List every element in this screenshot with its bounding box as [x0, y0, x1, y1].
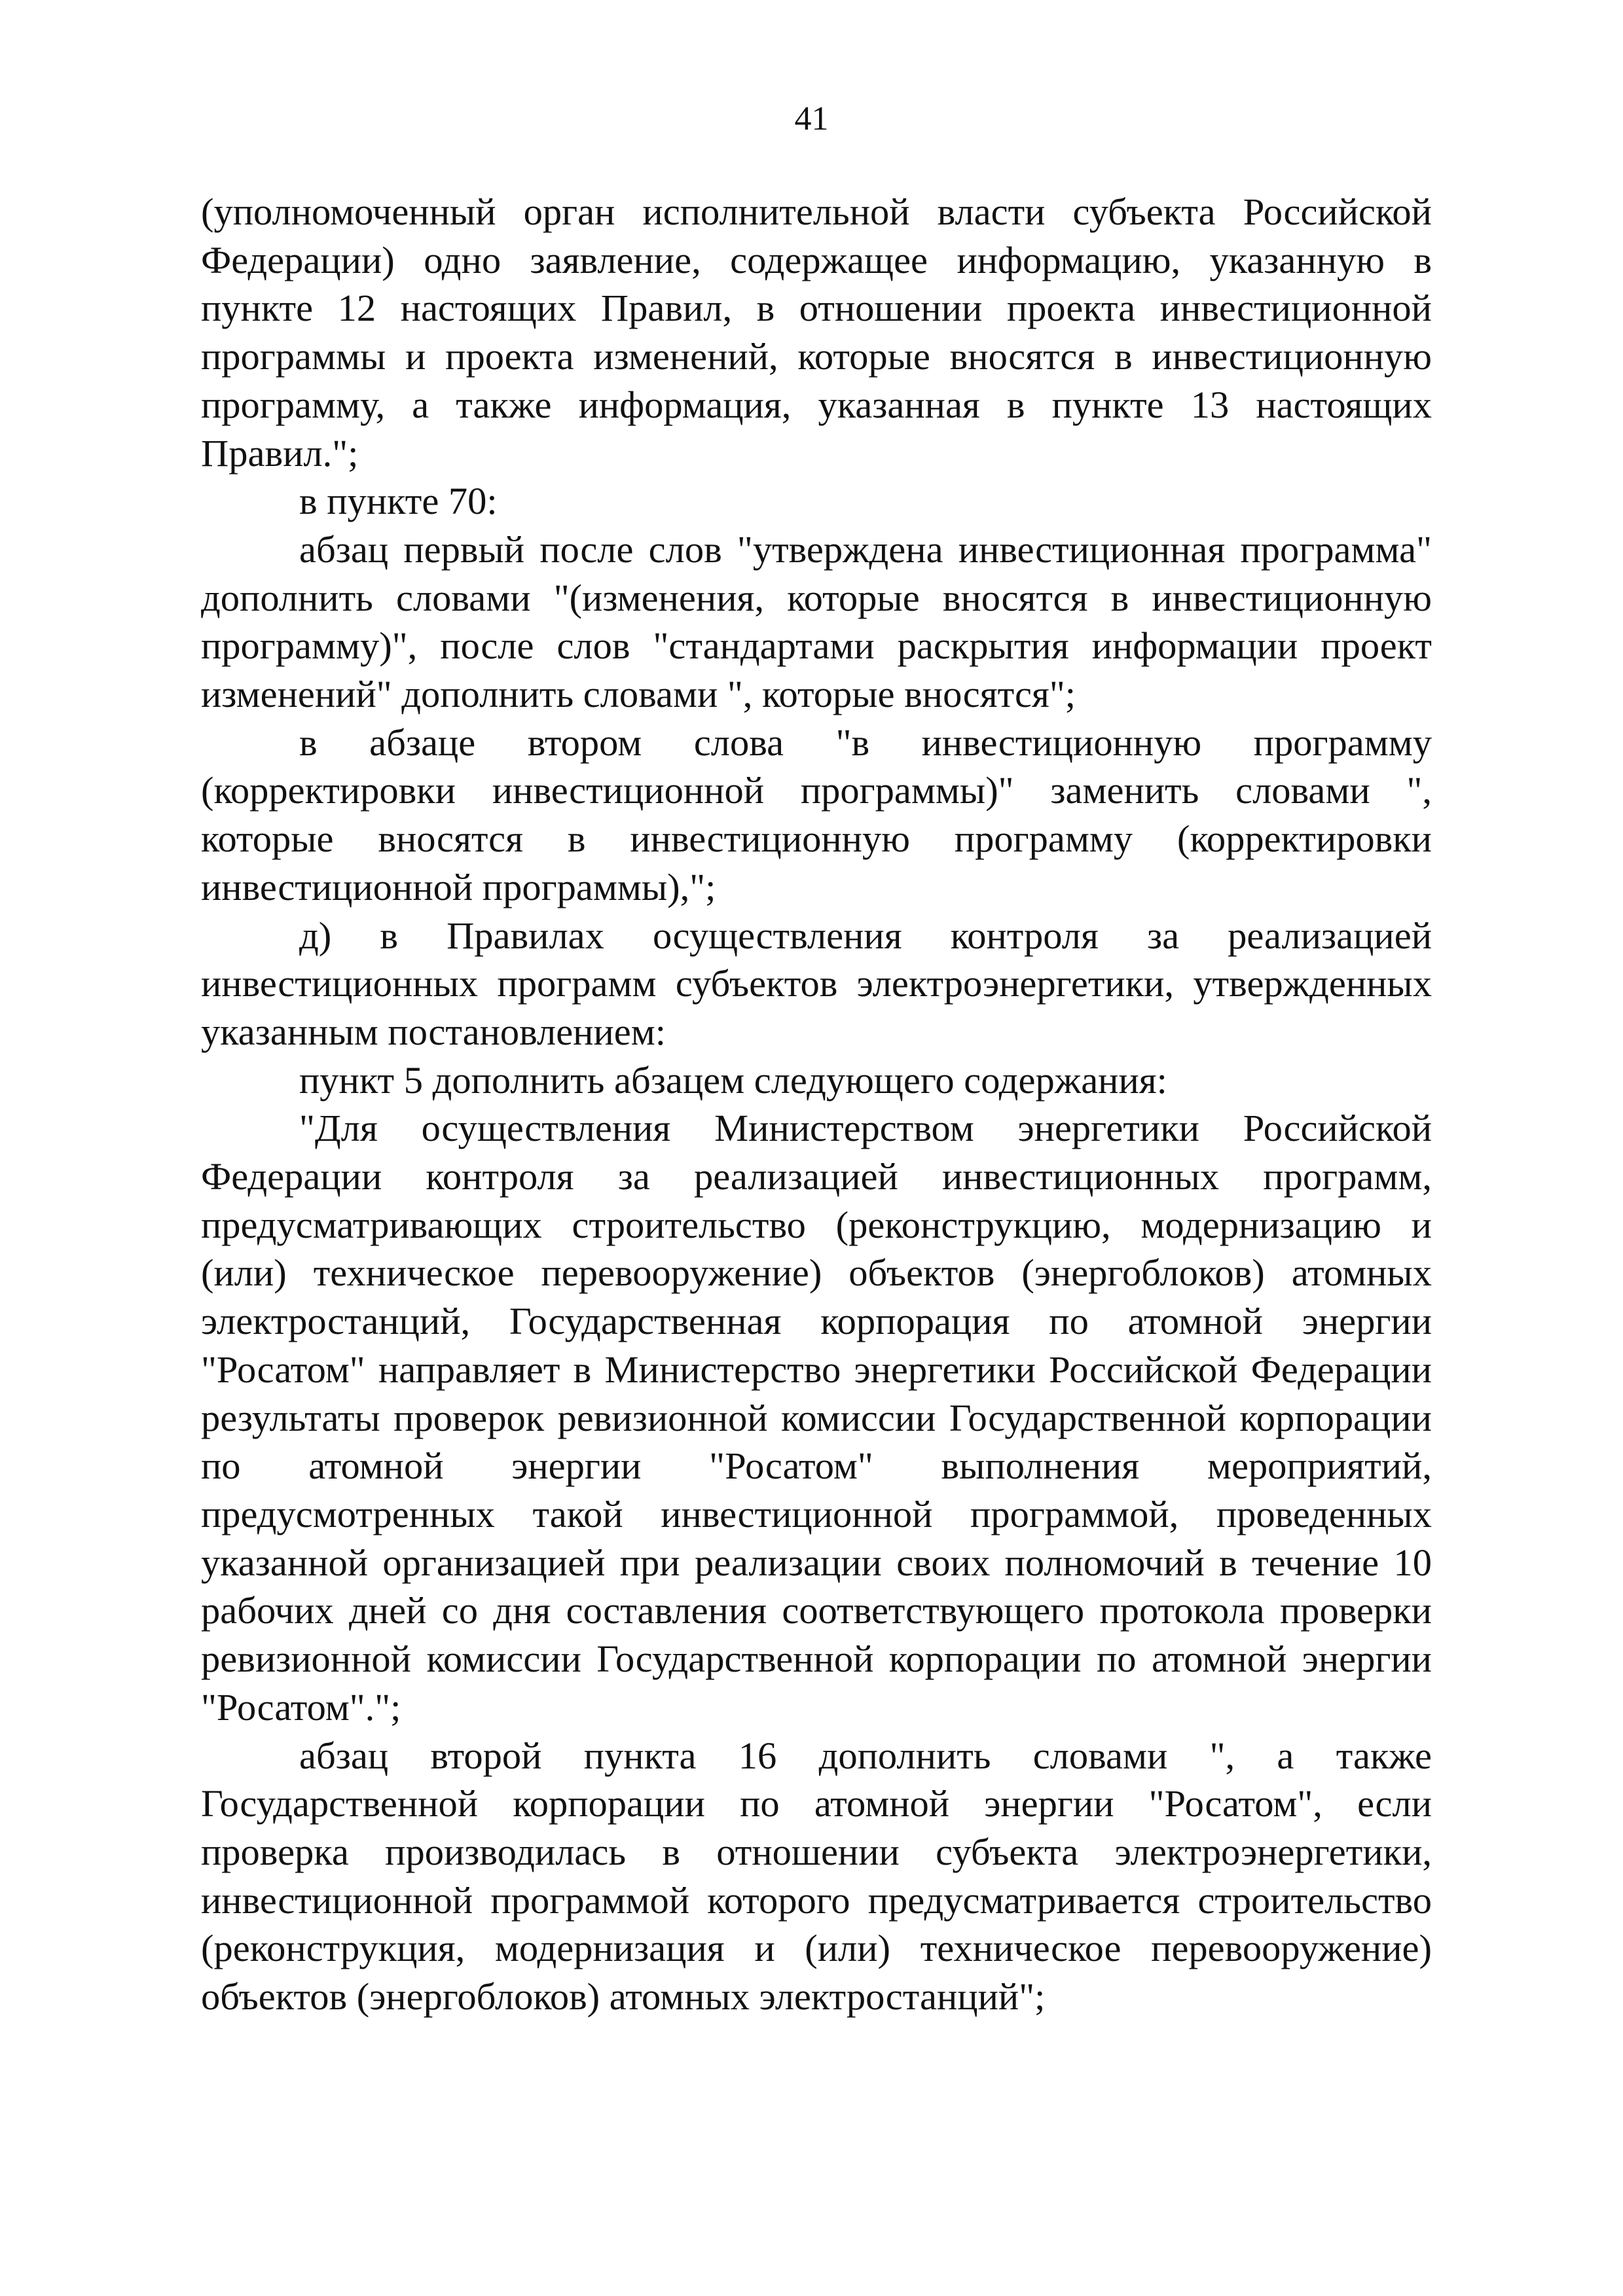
paragraph-rosatom-control: "Для осуществления Министерством энергетики Российской Федерации контроля за реализацией инвестиционных программ, предусматривающих строительство (реконструкцию, модернизацию и (или) техническое перевооружение) объектов (энергоблоков) атомных электростанций, Государственная корпорация по атомной энергии "Росатом" направляет в Министерство энергетики Российской Федерации результаты проверок ревизионной комиссии Государственной корпорации по атомной энергии "Росатом" выполнения мероприятий, предусмотренных такой инвестиционной программой, проведенных указанной организацией при реализации своих полномочий в течение 10 рабочих дней со дня составления соответствующего протокола проверки ревизионной комиссии Государственной корпорации по атомной энергии "Росатом"."; [201, 1107, 1432, 1729]
paragraph-item-d: д) в Правилах осуществления контроля за реализацией инвестиционных программ субъектов электроэнергетики, утвержденных указанным постановлением: [201, 914, 1432, 1053]
paragraph-first-abzac: абзац первый после слов "утверждена инвестиционная программа" дополнить словами "(изменения, которые вносятся в инвестиционную программу)", после слов "стандартами раскрытия информации проект изменений" дополнить словами ", которые вносятся"; [201, 528, 1432, 716]
paragraph-point-16: абзац второй пункта 16 дополнить словами ", а также Государственной корпорации по атомной энергии "Росатом", если проверка производилась в отношении субъекта электроэнергетики, инвестиционной программой которого предусматривается строительство (реконструкция, модернизация и (или) техническое перевооружение) объектов (энергоблоков) атомных электростанций"; [201, 1734, 1432, 2018]
paragraph-second-abzac: в абзаце втором слова "в инвестиционную программу (корректировки инвестиционной программы)" заменить словами ", которые вносятся в инвестиционную программу (корректировки инвестиционной программы),"; [201, 721, 1432, 908]
page-number: 41 [794, 100, 829, 137]
paragraph-continuation: (уполномоченный орган исполнительной власти субъекта Российской Федерации) одно заявление, содержащее информацию, указанную в пункте 12 настоящих Правил, в отношении проекта инвестиционной программы и проекта изменений, которые вносятся в инвестиционную программу, а также информация, указанная в пункте 13 настоящих Правил."; [201, 190, 1432, 475]
paragraph-point-5: пункт 5 дополнить абзацем следующего содержания: [299, 1058, 1167, 1102]
paragraph-point-70: в пункте 70: [299, 480, 498, 523]
document-body [201, 188, 1432, 2021]
